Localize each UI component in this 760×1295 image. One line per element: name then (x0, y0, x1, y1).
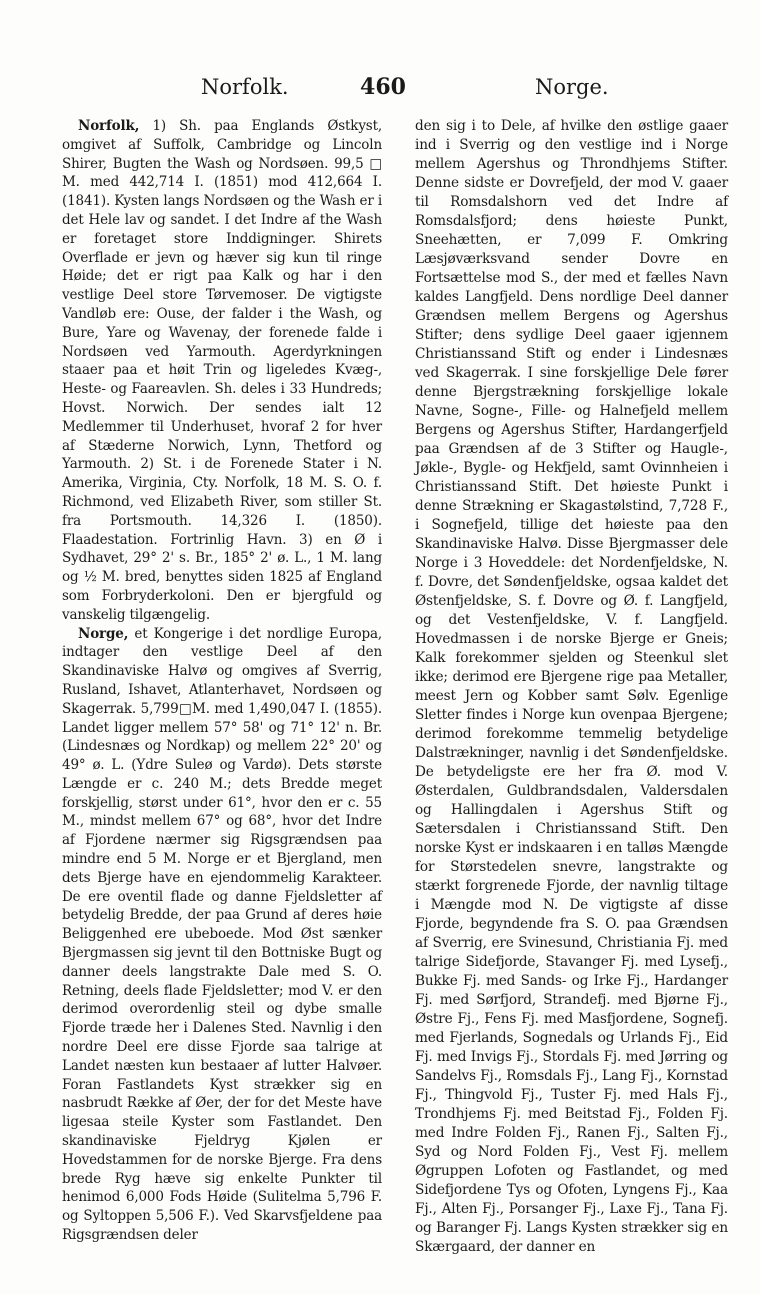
entry-norfolk-text: 1) Sh. paa Englands Østkyst, omgivet af Suffolk, Cambridge og Lincoln Shirer, Bugten the Wash og Nordsøen. 99,5 □ M. med 442,714 I. (1851) mod 412,664 I. (1841). Kysten langs Nordsøen og the Wash er i det Hele lav og sandet. I det Indre af the Wash er foretaget store Inddigninger. Shirets Overflade er jevn og hæver sig kun til ringe Høide; det er rigt paa Kalk og har i den vestlige Deel store Tørvemoser. De vigtigste Vandløb ere: Ouse, der falder i the Wash, og Bure, Yare og Wavenay, der forenede falde i Nordsøen ved Yarmouth. Agerdyrkningen staaer paa et høit Trin og ligeledes Kvæg-, Heste- og Faareavlen. Sh. deles i 33 Hundreds; Hovst. Norwich. Der sendes ialt 12 Medlemmer til Underhuset, hvoraf 2 for hver af Stæderne Norwich, Lynn, Thetford og Yarmouth. 2) St. i de Forenede Stater i N. Amerika, Virginia, Cty. Norfolk, 18 M. S. O. f. Richmond, ved Elizabeth River, som stiller St. fra Portsmouth. 14,326 I. (1850). Flaadestation. Fortrinlig Havn. 3) en Ø i Sydhavet, 29° 2' s. Br., 185° 2' ø. L., 1 M. lang og ½ M. bred, benyttes siden 1825 af England som Forbryderkoloni. Den er bjergfuld og vanskelig tilgængelig. (62, 118, 382, 623)
page-number: 460 (360, 74, 406, 100)
right-column (415, 117, 728, 1257)
running-head-left: Norfolk. (201, 75, 289, 99)
running-head-right: Norge. (535, 75, 609, 99)
headword-norfolk: Norfolk, (78, 118, 140, 134)
entry-norge-continued: den sig i to Dele, af hvilke den østlige gaaer ind i Sverrig og den vestlige ind i Norge mellem Agershus og Throndhjems Stifter. Denne sidste er Dovrefjeld, der mod V. gaaer til Romsdalshorn ved det Indre af Romsdalsfjord; dens høieste Punkt, Sneehætten, er 7,099 F. Omkring Læsjøværksvand sender Dovre en Fortsættelse mod S., der med et fælles Navn kaldes Langfjeld. Dens nordlige Deel danner Grændsen mellem Bergens og Agershus Stifter; dens sydlige Deel gaaer igjennem Christianssand Stift og ender i Lindesnæs ved Skagerrak. I sine forskjellige Dele fører denne Bjergstrækning forskjellige lokale Navne, Sogne-, Fille- og Halnefjeld mellem Bergens og Agershus Stifter, Hardangerfjeld paa Grændsen af de 3 Stifter og Haugle-, Jøkle-, Bygle- og Hekfjeld, samt Ovinnheien i Christianssand Stift. Det høieste Punkt i denne Strækning er Skagastølstind, 7,728 F., i Sognefjeld, tillige det høieste paa den Skandinaviske Halvø. Disse Bjergmasser dele Norge i 3 Hoveddele: det Nordenfjeldske, N. f. Dovre, det Søndenfjeldske, ogsaa kaldet det Østenfjeldske, S. f. Dovre og Ø. f. Langfjeld, og det Vestenfjeldske, V. f. Langfjeld. Hovedmassen i de norske Bjerge er Gneis; Kalk forekommer sjelden og Steenkul slet ikke; derimod ere Bjergene rige paa Metaller, meest Jern og Kobber samt Sølv. Egenlige Sletter findes i Norge kun ovenpaa Bjergene; derimod forekomme temmelig betydelige Dalstrækninger, navnlig i det Søndenfjeldske. De betydeligste ere her fra Ø. mod V. Østerdalen, Guldbrandsdalen, Valdersdalen og Hallingdalen i Agershus Stift og Sætersdalen i Christianssand Stift. Den norske Kyst er indskaaren i en talløs Mængde for Størstedelen snevre, langstrakte og stærkt forgrenede Fjorde, der navnlig tiltage i Mængde mod N. De vigtigste af disse Fjorde, begyndende fra S. O. paa Grændsen af Sverrig, ere Svinesund, Christiania Fj. med talrige Sidefjorde, Stavanger Fj. med Lysefj., Bukke Fj. med Sands- og Irke Fj., Hardanger Fj. med Sørfjord, Strandefj. med Bjørne Fj., Østre Fj., Fens Fj. med Masfjordene, Sognefj. med Fjerlands, Sognedals og Urlands Fj., Eid Fj. med Invigs Fj., Stordals Fj. med Jørring og Sandelvs Fj., Romsdals Fj., Lang Fj., Kornstad Fj., Thingvold Fj., Tuster Fj. med Hals Fj., Trondhjems Fj. med Beitstad Fj., Folden Fj. med Indre Folden Fj., Ranen Fj., Salten Fj., Syd og Nord Folden Fj., Vest Fj. mellem Øgruppen Lofoten og Fastlandet, og med Sidefjordene Tys og Ofoten, Lyngens Fj., Kaa Fj., Alten Fj., Porsanger Fj., Laxe Fj., Tana Fj. og Baranger Fj. Langs Kysten strækker sig en Skærgaard, der danner en (415, 118, 728, 1255)
entry-norge-text: et Kongerige i det nordlige Europa, indtager den vestlige Deel af den Skandinaviske Halvø og omgives af Sverrig, Rusland, Ishavet, Atlanterhavet, Nordsøen og Skagerrak. 5,799□M. med 1,490,047 I. (1855). Landet ligger mellem 57° 58' og 71° 12' n. Br. (Lindesnæs og Nordkap) og mellem 22° 20' og 49° ø. L. (Ydre Suleø og Vardø). Dets største Længde er c. 240 M.; dets Bredde meget forskjellig, størst under 61°, hvor den er c. 55 M., mindst mellem 67° og 68°, hvor det Indre af Fjordene nærmer sig Rigsgrændsen paa mindre end 5 M. Norge er et Bjergland, men dets Bjerge have en ejendommelig Karakteer. De ere oventil flade og danne Fjeldsletter af betydelig Bredde, der paa Grund af deres høie Beliggenhed ere ubeboede. Mod Øst sænker Bjergmassen sig jevnt til den Bottniske Bugt og danner deels langstrakte Dale med S. O. Retning, deels flade Fjeldsletter; mod V. er den derimod overordenlig steil og dybe smalle Fjorde træde her i Dalenes Sted. Navnlig i den nordre Deel ere disse Fjorde saa talrige at Landet næsten kun bestaaer af lutter Halvøer. Foran Fastlandets Kyst strækker sig en nasbrudt Række af Øer, der for det Meste have ligesaa steile Kyster som Fastlandet. Den skandinaviske Fjeldryg Kjølen er Hovedstammen for de norske Bjerge. Fra dens brede Ryg hæve sig enkelte Punkter til henimod 6,000 Fods Høide (Sulitelma 5,796 F. og Syltoppen 5,506 F.). Ved Skarvsfjeldene paa Rigsgrændsen deler (62, 625, 382, 1244)
entry-norge (62, 625, 382, 1245)
entry-norfolk (62, 117, 382, 625)
headword-norge: Norge, (78, 625, 129, 642)
left-column (62, 117, 382, 1245)
